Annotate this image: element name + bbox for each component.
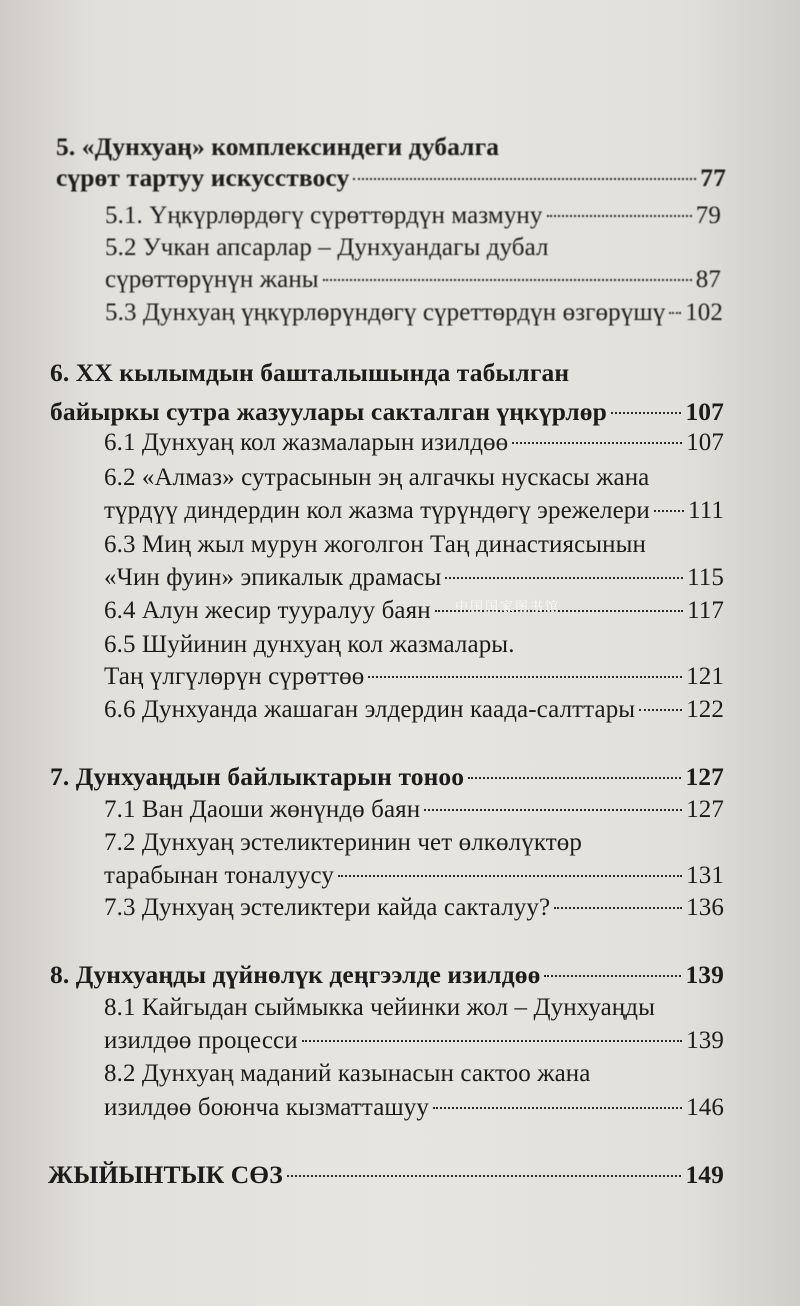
entry-text: изилдөө боюнча кызматташуу bbox=[104, 1094, 429, 1121]
entry-text: 6.4 Алун жесир тууралуу баян bbox=[104, 597, 431, 624]
section-title-text: 8. Дунхуаңды дүйнөлүк деңгээлде изилдөө bbox=[50, 960, 541, 989]
leader-dots bbox=[302, 1040, 682, 1042]
toc-entry-6-2-line2 bbox=[104, 496, 724, 526]
leader-dots bbox=[468, 777, 681, 779]
toc-entry-6-1 bbox=[104, 428, 724, 458]
section-title-text: 7. Дунхуаңдын байлыктарын тоноо bbox=[50, 762, 465, 791]
page-number: 136 bbox=[686, 894, 724, 921]
entry-text: 7.2 Дунхуаң эстеликтеринин чет өлкөлүктөр bbox=[104, 829, 582, 856]
page-number: 127 bbox=[685, 762, 724, 791]
section-title-text: байыркы сутра жазуулары сакталган үңкүрлөр bbox=[50, 397, 607, 426]
toc-entry-6-6 bbox=[104, 695, 724, 725]
section-5-title-line2 bbox=[56, 163, 726, 193]
toc-entry-7-1 bbox=[104, 795, 724, 825]
toc-entry-7-2-line1 bbox=[104, 828, 582, 858]
leader-dots bbox=[445, 577, 683, 579]
entry-text: 6.5 Шуйинин дунхуаң кол жазмалары. bbox=[104, 631, 515, 658]
page-number: 107 bbox=[686, 429, 724, 456]
leader-dots bbox=[424, 809, 682, 811]
page-number: 127 bbox=[686, 796, 724, 823]
leader-dots bbox=[323, 279, 692, 281]
leader-dots bbox=[433, 1107, 682, 1109]
leader-dots bbox=[544, 975, 681, 977]
toc-entry-6-5-line2 bbox=[104, 662, 724, 692]
section-6-title-line1 bbox=[50, 358, 569, 388]
section-5-title-line1 bbox=[56, 132, 499, 162]
leader-dots bbox=[611, 412, 682, 414]
page-number: 139 bbox=[686, 1027, 724, 1054]
leader-dots bbox=[338, 875, 682, 877]
toc-entry-8-1-line2 bbox=[104, 1026, 724, 1056]
leader-dots bbox=[547, 215, 692, 217]
leader-dots bbox=[554, 907, 682, 909]
section-title-text: 6. XX кылымдын башталышында табылган bbox=[50, 358, 570, 387]
toc-entry-6-3-line1 bbox=[104, 530, 646, 560]
library-watermark: 中国国家图书馆 bbox=[455, 600, 561, 615]
entry-text: тарабынан тоналуусу bbox=[104, 862, 334, 889]
page-number: 121 bbox=[686, 663, 724, 690]
conclusion-label: ЖЫЙЫНТЫК СӨЗ bbox=[48, 1160, 283, 1189]
page-number: 146 bbox=[686, 1094, 724, 1121]
entry-text: 8.1 Кайгыдан сыймыкка чейинки жол – Дунхуаңды bbox=[104, 994, 655, 1021]
toc-entry-8-2-line1 bbox=[104, 1059, 590, 1089]
page-number: 115 bbox=[687, 564, 724, 591]
leader-dots bbox=[287, 1175, 682, 1177]
leader-dots bbox=[639, 709, 682, 711]
section-title-text: 5. «Дунхуаң» комплексиндеги дубалга bbox=[56, 132, 500, 161]
section-7-title bbox=[50, 762, 724, 792]
entry-text: изилдөө процесси bbox=[104, 1027, 298, 1054]
page-number: 77 bbox=[700, 163, 726, 192]
toc-entry-5-2-line1 bbox=[105, 233, 549, 263]
entry-text: 6.1 Дунхуаң кол жазмаларын изилдөө bbox=[104, 429, 509, 456]
entry-text: «Чин фуин» эпикалык драмасы bbox=[104, 564, 442, 591]
page-number: 107 bbox=[685, 397, 724, 426]
entry-text: 6.3 Миң жыл мурун жоголгон Таң династиясынын bbox=[104, 531, 647, 558]
entry-text: Таң үлгүлөрүн сүрөттөө bbox=[104, 663, 365, 690]
page-number: 149 bbox=[685, 1160, 724, 1189]
toc-entry-8-2-line2 bbox=[104, 1093, 724, 1123]
toc-entry-8-1-line1 bbox=[104, 993, 655, 1023]
section-8-title bbox=[50, 960, 724, 990]
section-6-title-line2 bbox=[50, 397, 724, 427]
page-number: 102 bbox=[685, 299, 723, 326]
section-title-text: сүрөт тартуу искусствосу bbox=[56, 163, 350, 192]
page-number: 111 bbox=[688, 497, 724, 524]
page-number: 131 bbox=[686, 862, 724, 889]
toc-entry-6-4 bbox=[104, 596, 724, 626]
toc-entry-6-5-line1 bbox=[104, 630, 515, 660]
toc-entry-5-3 bbox=[105, 298, 723, 328]
page-number: 79 bbox=[695, 202, 721, 229]
entry-text: 7.3 Дунхуаң эстеликтери кайда сакталуу? bbox=[104, 894, 551, 921]
leader-dots bbox=[512, 442, 682, 444]
leader-dots bbox=[669, 312, 681, 314]
toc-entry-5-2-line2 bbox=[105, 265, 721, 295]
page-number: 139 bbox=[685, 960, 724, 989]
entry-text: 6.6 Дунхуанда жашаган элдердин каада-салттары bbox=[104, 696, 636, 723]
entry-text: 5.1. Үңкүрлөрдөгү сүрөттөрдүн мазмуну bbox=[105, 202, 543, 229]
leader-dots bbox=[368, 676, 682, 678]
toc-entry-5-1 bbox=[105, 201, 721, 231]
toc-entry-7-2-line2 bbox=[104, 861, 724, 891]
conclusion-entry bbox=[48, 1160, 724, 1190]
toc-entry-6-3-line2 bbox=[104, 563, 724, 593]
entry-text: сүрөттөрүнүн жаны bbox=[105, 266, 319, 293]
toc-entry-6-2-line1 bbox=[104, 463, 649, 493]
entry-text: 8.2 Дунхуаң маданий казынасын сактоо жана bbox=[104, 1060, 591, 1087]
page-number: 87 bbox=[695, 266, 721, 293]
page-number: 122 bbox=[686, 696, 724, 723]
toc-entry-7-3 bbox=[104, 893, 724, 923]
entry-text: 5.2 Учкан апсарлар – Дунхуандагы дубал bbox=[105, 234, 549, 261]
leader-dots bbox=[654, 510, 684, 512]
entry-text: түрдүү диндердин кол жазма түрүндөгү эрежелери bbox=[104, 497, 650, 524]
page-number: 117 bbox=[687, 597, 724, 624]
entry-text: 5.3 Дунхуаң үңкүрлөрүндөгү сүреттөрдүн өзгөрүшү bbox=[105, 299, 666, 326]
entry-text: 6.2 «Алмаз» сутрасынын эң алгачкы нускасы жана bbox=[104, 464, 650, 491]
leader-dots bbox=[353, 178, 696, 180]
entry-text: 7.1 Ван Даоши жөнүндө баян bbox=[104, 796, 421, 823]
